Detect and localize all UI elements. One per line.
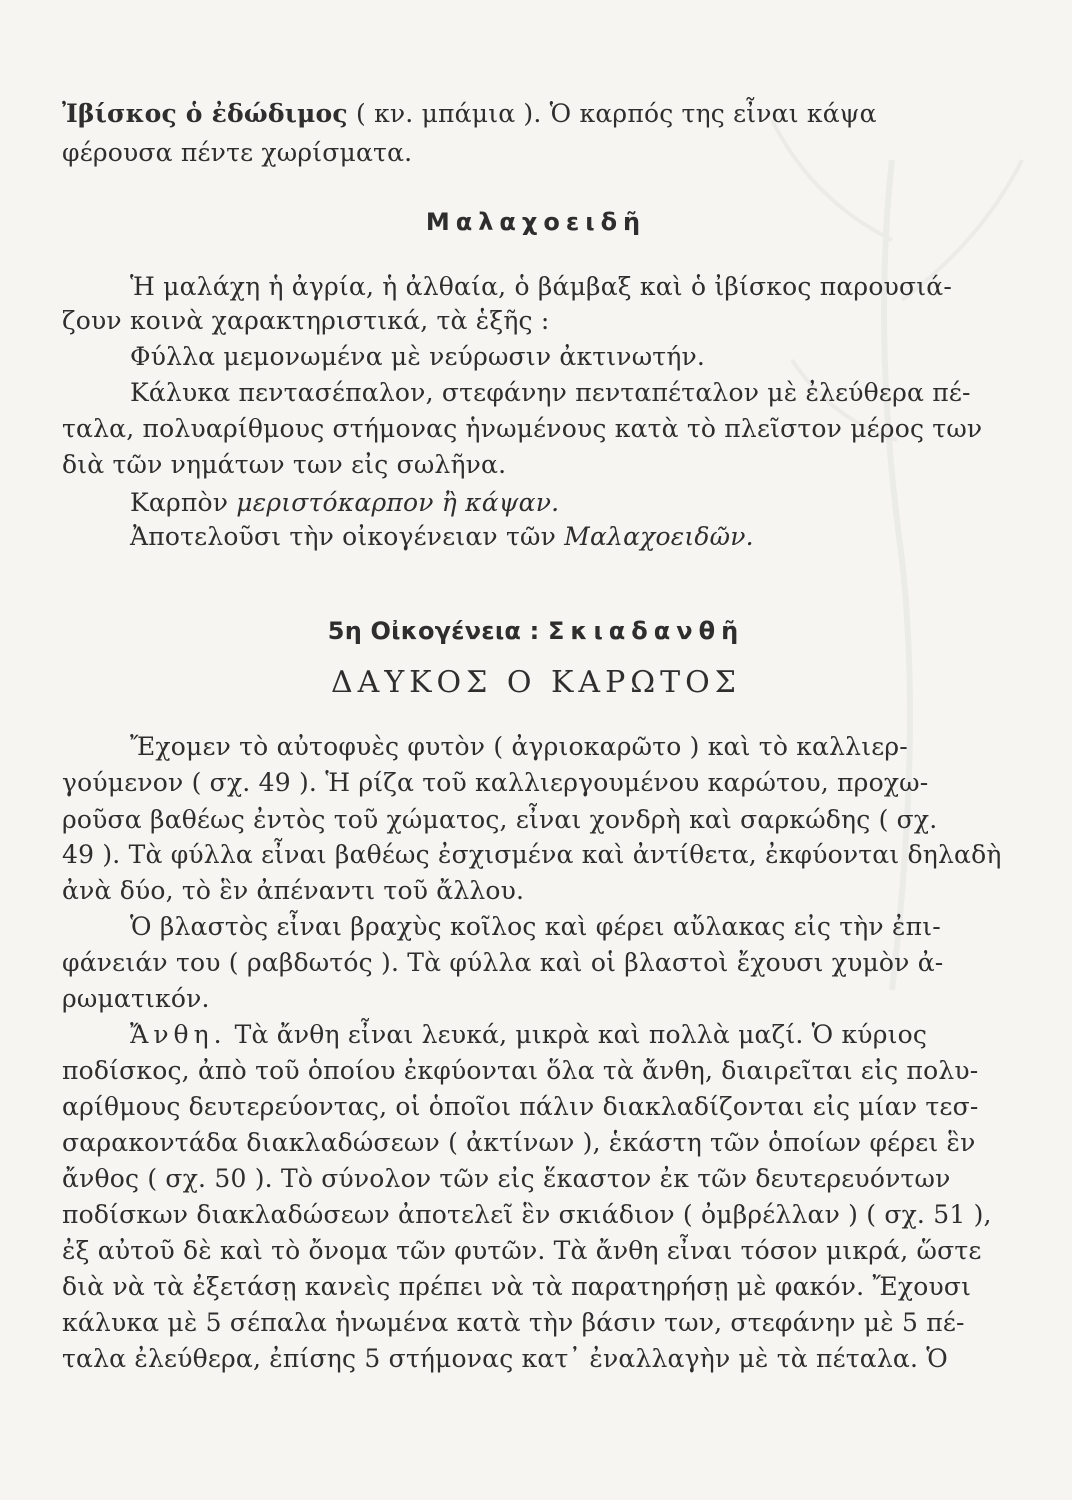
text-line-25: ἐξ αὐτοῦ δὲ καὶ τὸ ὄνομα τῶν φυτῶν. Τὰ ἄνθη εἶναι τόσον μικρά, ὥστε bbox=[62, 1236, 982, 1265]
text-line-2: φέρουσα πέντε χωρίσματα. bbox=[62, 138, 413, 167]
text-line-5: Φύλλα μεμονωμένα μὲ νεύρωσιν ἀκτινωτήν. bbox=[130, 342, 706, 371]
text-line-18: ρωματικόν. bbox=[62, 984, 210, 1013]
text-line-11: Ἔχομεν τὸ αὐτοφυὲς φυτὸν ( ἀγριοκαρῶτο ) καὶ τὸ καλλιερ- bbox=[130, 732, 908, 761]
text-line-8: διὰ τῶν νημάτων των εἰς σωλῆνα. bbox=[62, 450, 507, 479]
text-line-26: διὰ νὰ τὰ ἐξετάσῃ κανεὶς πρέπει νὰ τὰ παρατηρήσῃ μὲ φακόν. Ἔχουσι bbox=[62, 1272, 972, 1301]
text-line-28: ταλα ἐλεύθερα, ἐπίσης 5 στήμονας κατ᾽ ἐναλλαγὴν μὲ τὰ πέταλα. Ὁ bbox=[62, 1344, 948, 1373]
text-line-16: Ὁ βλαστὸς εἶναι βραχὺς κοῖλος καὶ φέρει αὔλακας εἰς τὴν ἐπι- bbox=[130, 912, 941, 941]
family-heading: 5η Οἰκογένεια : Σκιαδανθῆ bbox=[327, 617, 745, 645]
text-line-3: Ἡ μαλάχη ἡ ἀγρία, ἡ ἀλθαία, ὁ βάμβαξ καὶ ὁ ἰβίσκος παρουσιά- bbox=[130, 272, 952, 301]
text-line-4: ζουν κοινὰ χαρακτηριστικά, τὰ ἑξῆς : bbox=[62, 306, 550, 335]
text-line-13: ροῦσα βαθέως ἐντὸς τοῦ χώματος, εἶναι χονδρὴ καὶ σαρκώδης ( σχ. bbox=[62, 805, 938, 834]
text-line-1: Ἰβίσκος ὁ ἐδώδιμος ( κν. μπάμια ). Ὁ καρπός της εἶναι κάψα bbox=[62, 99, 877, 128]
text-line-7: ταλα, πολυαρίθμους στήμονας ἡνωμένους κατὰ τὸ πλεῖστον μέρος των bbox=[62, 414, 983, 443]
text-line-15: ἀνὰ δύο, τὸ ἓν ἀπέναντι τοῦ ἄλλου. bbox=[62, 876, 525, 905]
plant-title: ΔΑΥΚΟΣ Ο ΚΑΡΩΤΟΣ bbox=[331, 665, 741, 700]
text-line-17: φάνειάν του ( ραβδωτός ). Τὰ φύλλα καὶ οἱ βλαστοὶ ἔχουσι χυμὸν ἀ- bbox=[62, 948, 944, 977]
text-line-21: αρίθμους δευτερεύοντας, οἱ ὁποῖοι πάλιν διακλαδίζονται εἰς μίαν τεσ- bbox=[62, 1092, 979, 1121]
text-line-20: ποδίσκος, ἀπὸ τοῦ ὁποίου ἐκφύονται ὅλα τὰ ἄνθη, διαιρεῖται εἰς πολυ- bbox=[62, 1056, 979, 1085]
text-line-19: Ἄνθη. Τὰ ἄνθη εἶναι λευκά, μικρὰ καὶ πολλὰ μαζί. Ὁ κύριος bbox=[130, 1020, 928, 1049]
flowers-spaced-word: Ἄνθη. bbox=[130, 1020, 227, 1049]
species-name: Ἰβίσκος ὁ ἐδώδιμος bbox=[62, 99, 348, 128]
text-line-27: κάλυκα μὲ 5 σέπαλα ἡνωμένα κατὰ τὴν βάσιν των, στεφάνην μὲ 5 πέ- bbox=[62, 1308, 965, 1337]
section-heading-malachoeide: Μαλαχοειδῆ bbox=[425, 208, 647, 236]
text-line-14: 49 ). Τὰ φύλλα εἶναι βαθέως ἐσχισμένα καὶ ἀντίθετα, ἐκφύονται δηλαδὴ bbox=[62, 840, 1002, 869]
text-line-9: Καρπὸν μεριστόκαρπον ἢ κάψαν. bbox=[130, 488, 560, 517]
text-line-23: ἄνθος ( σχ. 50 ). Τὸ σύνολον τῶν εἰς ἕκαστον ἐκ τῶν δευτερευόντων bbox=[62, 1164, 951, 1193]
text-line-24: ποδίσκων διακλαδώσεων ἀποτελεῖ ἓν σκιάδιον ( ὀμβρέλλαν ) ( σχ. 51 ), bbox=[62, 1200, 992, 1229]
text-line-6: Κάλυκα πεντασέπαλον, στεφάνην πενταπέταλον μὲ ἐλεύθερα πέ- bbox=[130, 378, 971, 407]
text-line-12: γούμενον ( σχ. 49 ). Ἡ ρίζα τοῦ καλλιεργουμένου καρώτου, προχω- bbox=[62, 768, 929, 797]
text-line-10: Ἀποτελοῦσι τὴν οἰκογένειαν τῶν Μαλαχοειδῶν. bbox=[130, 522, 754, 551]
text-line-22: σαρακοντάδα διακλαδώσεων ( ἀκτίνων ), ἑκάστη τῶν ὁποίων φέρει ἓν bbox=[62, 1128, 976, 1157]
